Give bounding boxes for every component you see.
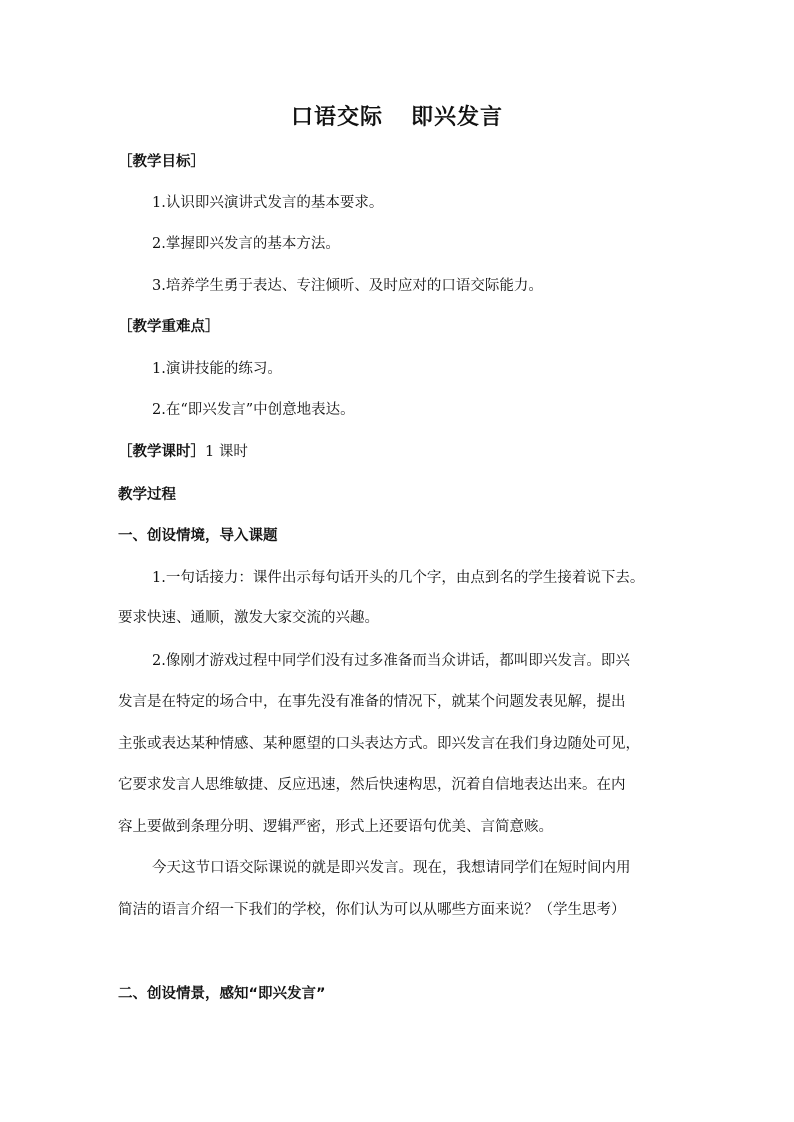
paragraph-line: 主张或表达某种情感、某种愿望的口头表达方式。即兴发言在我们身边随处可见，	[118, 736, 640, 752]
part1-heading: 一、创设情境，导入课题	[118, 528, 278, 544]
goal-item-2: 2.掌握即兴发言的基本方法。	[152, 236, 340, 252]
key-points-heading: ［教学重难点］	[118, 319, 220, 335]
goal-item-1: 1.认识即兴演讲式发言的基本要求。	[152, 195, 384, 211]
title-part-1: 口语交际	[290, 105, 383, 130]
hours-value: 1 课时	[205, 444, 248, 460]
goal-item-3: 3.培养学生勇于表达、专注倾听、及时应对的口语交际能力。	[152, 278, 543, 294]
key-point-2: 2.在“即兴发言”中创意地表达。	[152, 402, 355, 418]
paragraph-line: 今天这节口语交际课说的就是即兴发言。现在，我想请同学们在短时间内用	[152, 860, 631, 876]
page-title	[0, 100, 794, 131]
paragraph-line: 要求快速、通顺，激发大家交流的兴趣。	[118, 610, 379, 626]
paragraph-line: 容上要做到条理分明、逻辑严密，形式上还要语句优美、言简意赅。	[118, 819, 553, 835]
hours-row	[118, 440, 248, 461]
paragraph-line: 1.一句话接力：课件出示每句话开头的几个字，由点到名的学生接着说下去。	[152, 570, 645, 586]
paragraph-line: 2.像刚才游戏过程中同学们没有过多准备而当众讲话，都叫即兴发言。即兴	[152, 653, 630, 669]
paragraph-line: 简洁的语言介绍一下我们的学校，你们认为可以从哪些方面来说？（学生思考）	[118, 902, 626, 918]
title-part-2: 即兴发言	[411, 105, 504, 130]
part2-heading: 二、创设情景，感知“即兴发言”	[118, 986, 326, 1002]
hours-heading: ［教学课时］	[118, 444, 205, 460]
process-heading: 教学过程	[118, 487, 176, 503]
key-point-1: 1.演讲技能的练习。	[152, 361, 282, 377]
goals-heading: ［教学目标］	[118, 154, 205, 170]
paragraph-line: 发言是在特定的场合中，在事先没有准备的情况下，就某个问题发表见解，提出	[118, 694, 626, 710]
paragraph-line: 它要求发言人思维敏捷、反应迅速，然后快速构思，沉着自信地表达出来。在内	[118, 777, 626, 793]
